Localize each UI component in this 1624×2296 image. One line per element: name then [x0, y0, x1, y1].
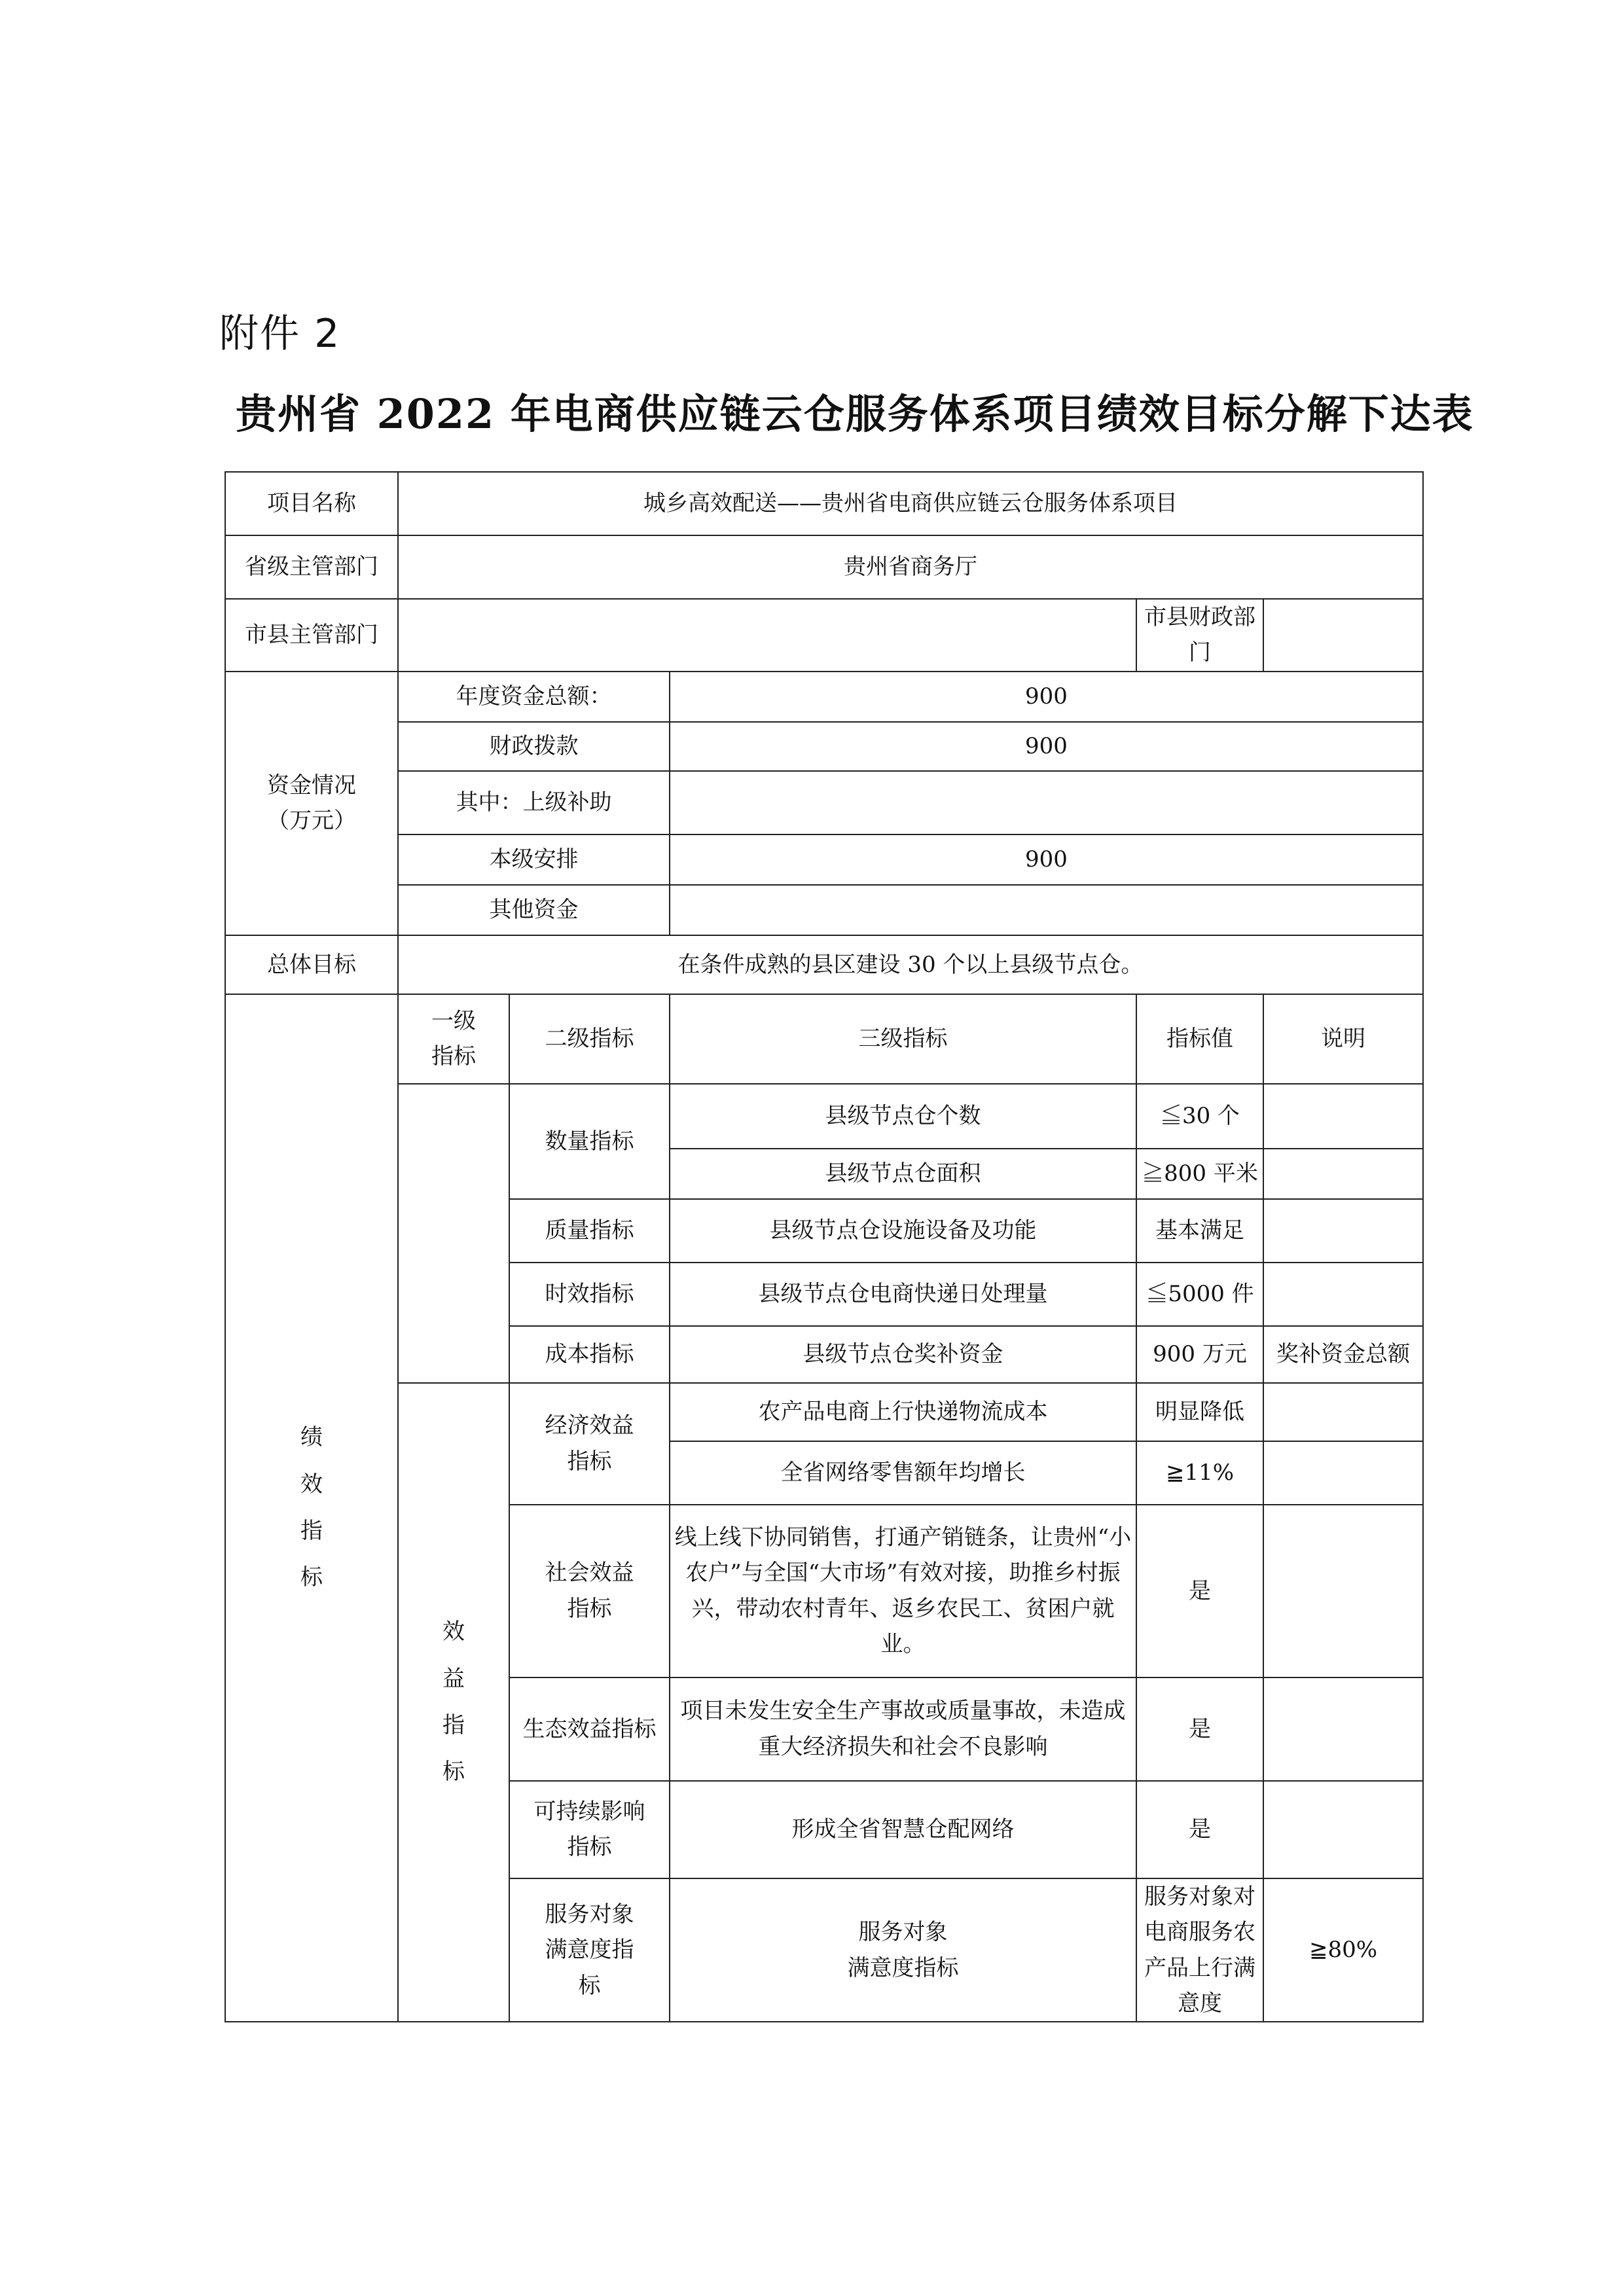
value-cell: 是 [1136, 1505, 1263, 1677]
cost-label: 成本指标 [509, 1326, 670, 1383]
header-value: 指标值 [1136, 994, 1263, 1084]
project-name-label: 项目名称 [225, 472, 398, 535]
social-label-line2: 指标 [567, 1595, 612, 1622]
note-cell [1263, 1383, 1423, 1441]
value-cell: ≧11% [1136, 1441, 1263, 1505]
indicator-cell: 形成全省智慧仓配网络 [670, 1781, 1136, 1878]
sustainable-label [509, 1781, 670, 1878]
header-level1 [398, 994, 509, 1084]
funds-row-value [670, 885, 1423, 935]
row-funds-superior [225, 771, 1423, 834]
finance-dept-label: 市县财政部门 [1136, 599, 1263, 672]
performance-target-table [225, 471, 1424, 2022]
indicator-cell: 县级节点仓设施设备及功能 [670, 1199, 1136, 1263]
note-cell: 奖补资金总额 [1263, 1326, 1423, 1383]
indicator-cell: 县级节点仓个数 [670, 1084, 1136, 1149]
sustainable-label-line1: 可持续影响 [533, 1798, 645, 1825]
project-name-value: 城乡高效配送——贵州省电商供应链云仓服务体系项目 [398, 472, 1423, 535]
city-dept-label: 市县主管部门 [225, 599, 398, 672]
ecological-label: 生态效益指标 [509, 1677, 670, 1781]
city-dept-value [398, 599, 1136, 672]
row-provincial-dept [225, 535, 1423, 599]
row-funds-other [225, 885, 1423, 935]
value-cell: 是 [1136, 1781, 1263, 1878]
value-cell: ≧80% [1263, 1878, 1423, 2022]
benefit-label-char: 效 [442, 1619, 465, 1645]
row-city-dept [225, 599, 1423, 672]
satisfaction-level2-line1: 服务对象 [858, 1919, 948, 1946]
provincial-dept-value: 贵州省商务厅 [398, 535, 1423, 599]
overall-target-value: 在条件成熟的县区建设 30 个以上县级节点仓。 [398, 935, 1423, 994]
note-cell [1263, 1781, 1423, 1878]
economic-label-line2: 指标 [567, 1448, 612, 1475]
note-cell [1263, 1505, 1423, 1677]
benefit-label-char: 益 [442, 1665, 465, 1692]
indicator-cell: 县级节点仓奖补资金 [670, 1326, 1136, 1383]
funds-row-value: 900 [670, 834, 1423, 885]
row-project-name [225, 472, 1423, 535]
row-performance-header [225, 994, 1423, 1084]
provincial-dept-label: 省级主管部门 [225, 535, 398, 599]
performance-label-char: 指 [300, 1518, 323, 1545]
funds-row-value: 900 [670, 672, 1423, 722]
row-funds-total [225, 672, 1423, 722]
header-level3: 三级指标 [670, 994, 1136, 1084]
performance-label-char: 标 [300, 1564, 323, 1591]
indicator-cell: 全省网络零售额年均增长 [670, 1441, 1136, 1505]
satisfaction-level1-line3: 标 [578, 1972, 601, 1999]
row-funds-local [225, 834, 1423, 885]
sustainable-label-line2: 指标 [567, 1834, 612, 1861]
value-cell: ≦30 个 [1136, 1084, 1263, 1149]
funds-row-label: 本级安排 [398, 834, 670, 885]
satisfaction-level1-line2: 满意度指 [545, 1937, 634, 1964]
social-label [509, 1505, 670, 1677]
header-level1-line1: 一级 [431, 1007, 476, 1034]
value-cell: 明显降低 [1136, 1383, 1263, 1441]
row-economic-cost [225, 1383, 1423, 1441]
benefit-label-char: 标 [442, 1759, 465, 1785]
quality-label: 质量指标 [509, 1199, 670, 1263]
performance-label [225, 994, 398, 2022]
funds-label-line1: 资金情况 [267, 772, 356, 798]
output-level1-blank [398, 1084, 509, 1383]
timeliness-label: 时效指标 [509, 1263, 670, 1326]
row-quantity-count [225, 1084, 1423, 1149]
funds-row-label: 年度资金总额： [398, 672, 670, 722]
funds-row-label: 其中：上级补助 [398, 771, 670, 834]
funds-row-value: 900 [670, 722, 1423, 771]
economic-label-line1: 经济效益 [545, 1412, 634, 1439]
funds-label [225, 672, 398, 935]
value-cell: 900 万元 [1136, 1326, 1263, 1383]
row-funds-fiscal [225, 722, 1423, 771]
header-level2: 二级指标 [509, 994, 670, 1084]
satisfaction-level1 [509, 1878, 670, 2022]
note-cell [1263, 1677, 1423, 1781]
social-label-line1: 社会效益 [545, 1560, 634, 1587]
quantity-label: 数量指标 [509, 1084, 670, 1199]
funds-row-label: 财政拨款 [398, 722, 670, 771]
benefit-label [398, 1383, 509, 2022]
benefit-label-char: 指 [442, 1712, 465, 1739]
header-note: 说明 [1263, 994, 1423, 1084]
value-cell: ≦5000 件 [1136, 1263, 1263, 1326]
satisfaction-level1-line1: 服务对象 [545, 1901, 634, 1928]
note-cell [1263, 1084, 1423, 1149]
funds-label-line2: （万元） [267, 808, 356, 834]
value-cell: 是 [1136, 1677, 1263, 1781]
economic-label [509, 1383, 670, 1505]
performance-label-char: 绩 [300, 1424, 323, 1451]
funds-row-value [670, 771, 1423, 834]
indicator-cell: 农产品电商上行快递物流成本 [670, 1383, 1136, 1441]
funds-row-label: 其他资金 [398, 885, 670, 935]
indicator-cell: 线上线下协同销售，打通产销链条，让贵州“小农户”与全国“大市场”有效对接，助推乡村振兴，带动农村青年、返乡农民工、贫困户就业。 [670, 1505, 1136, 1677]
value-cell: 基本满足 [1136, 1199, 1263, 1263]
finance-dept-value [1263, 599, 1423, 672]
indicator-cell: 县级节点仓面积 [670, 1149, 1136, 1199]
satisfaction-level2 [670, 1878, 1136, 2022]
attachment-label: 附件 2 [219, 311, 341, 357]
note-cell [1263, 1199, 1423, 1263]
document-title: 贵州省 2022 年电商供应链云仓服务体系项目绩效目标分解下达表 [236, 390, 1474, 438]
header-level1-line2: 指标 [431, 1043, 476, 1070]
indicator-cell: 服务对象对电商服务农产品上行满意度 [1136, 1878, 1263, 2022]
satisfaction-level2-line2: 满意度指标 [847, 1954, 959, 1981]
note-cell [1263, 1441, 1423, 1505]
note-cell [1263, 1263, 1423, 1326]
indicator-cell: 项目未发生安全生产事故或质量事故，未造成重大经济损失和社会不良影响 [670, 1677, 1136, 1781]
value-cell: ≧800 平米 [1136, 1149, 1263, 1199]
performance-label-char: 效 [300, 1471, 323, 1498]
indicator-cell: 县级节点仓电商快递日处理量 [670, 1263, 1136, 1326]
overall-target-label: 总体目标 [225, 935, 398, 994]
note-cell [1263, 1149, 1423, 1199]
row-overall-target [225, 935, 1423, 994]
